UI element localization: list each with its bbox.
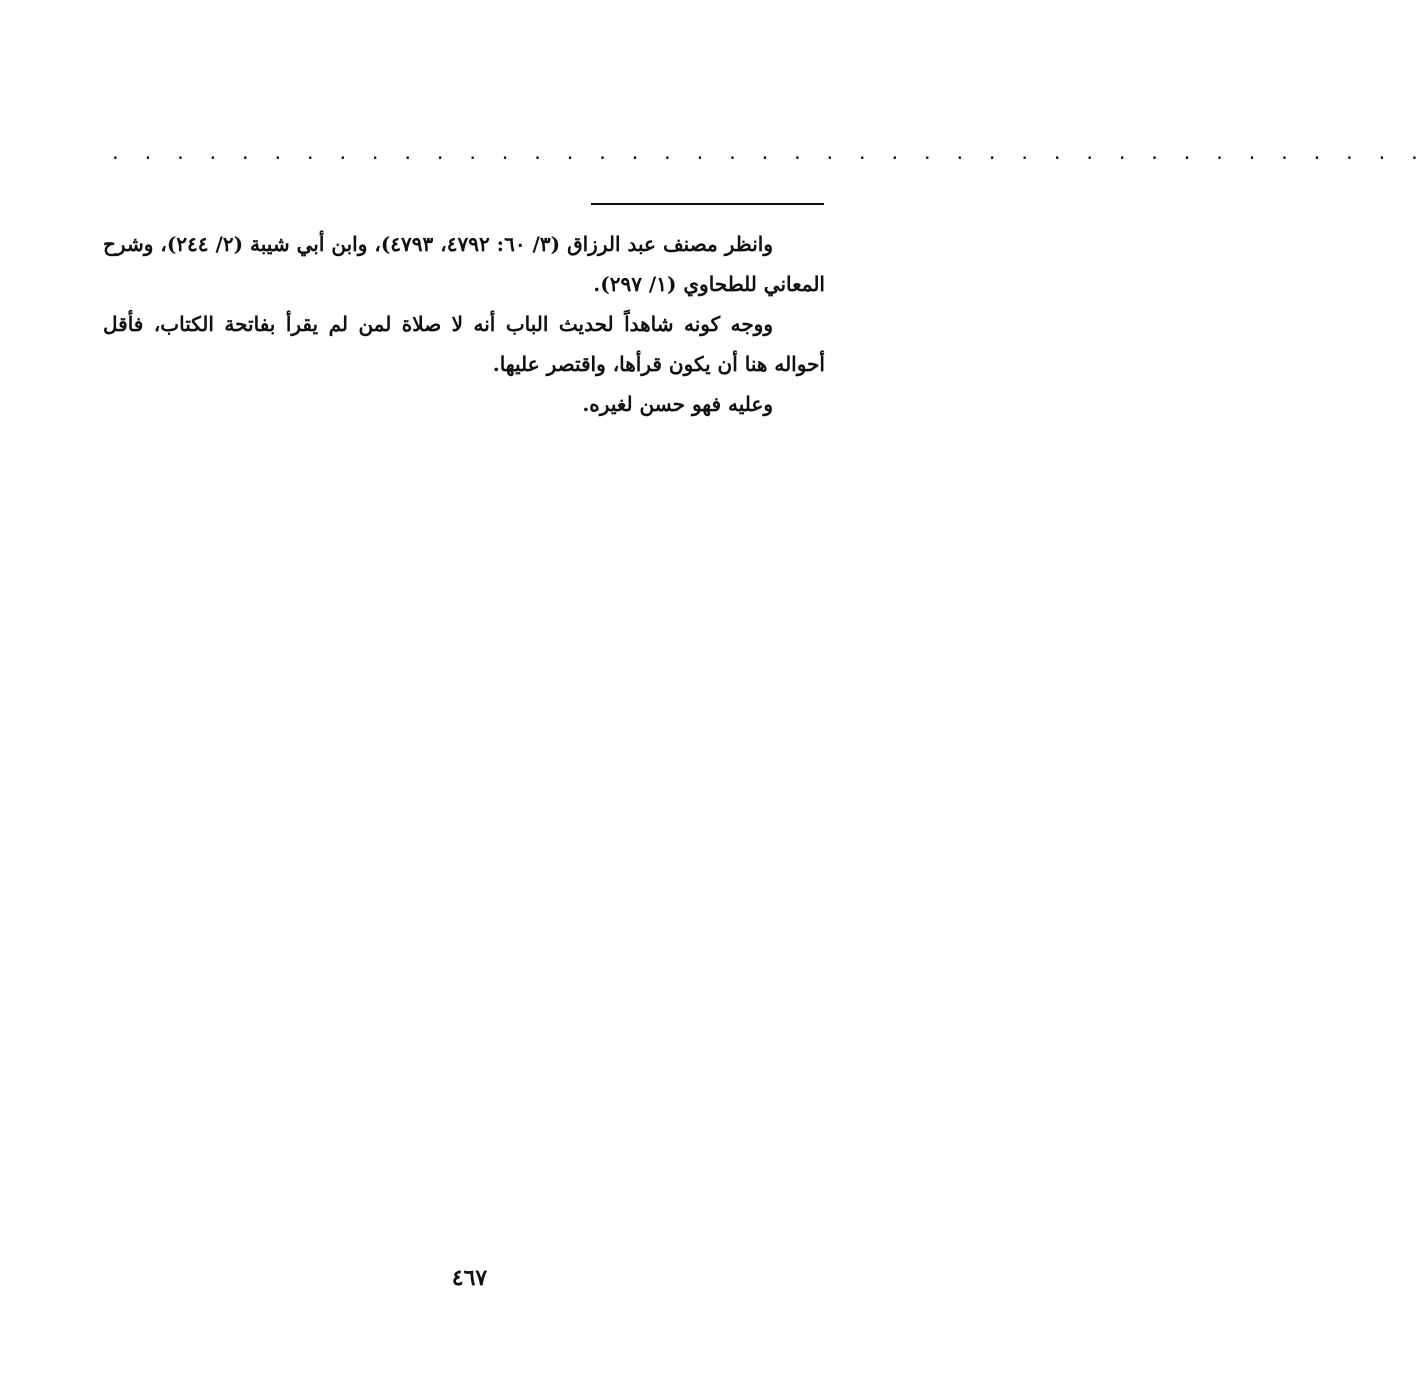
footnotes-section bbox=[103, 224, 825, 424]
footnote-paragraph-sources: وانظر مصنف عبد الرزاق (٣/ ٦٠: ٤٧٩٢، ٤٧٩٣)، وابن أبي شيبة (٢/ ٢٤٤)، وشرح المعاني للطحاوي (١/ ٢٩٧). bbox=[103, 232, 825, 296]
dotted-separator: . . . . . . . . . . . . . . . . . . . . . . . . . . . . . . . . . . . . . . . . . bbox=[110, 143, 1425, 164]
footnote-paragraph-verdict: وعليه فهو حسن لغيره. bbox=[582, 392, 773, 416]
page-number: ٤٦٧ bbox=[451, 1265, 488, 1291]
footnote-rule bbox=[591, 203, 824, 205]
footnote-paragraph-evidence: ووجه كونه شاهداً لحديث الباب أنه لا صلاة لمن لم يقرأ بفاتحة الكتاب، فأقل أحواله هنا أن يكون قرأها، واقتصر عليها. bbox=[103, 312, 825, 376]
